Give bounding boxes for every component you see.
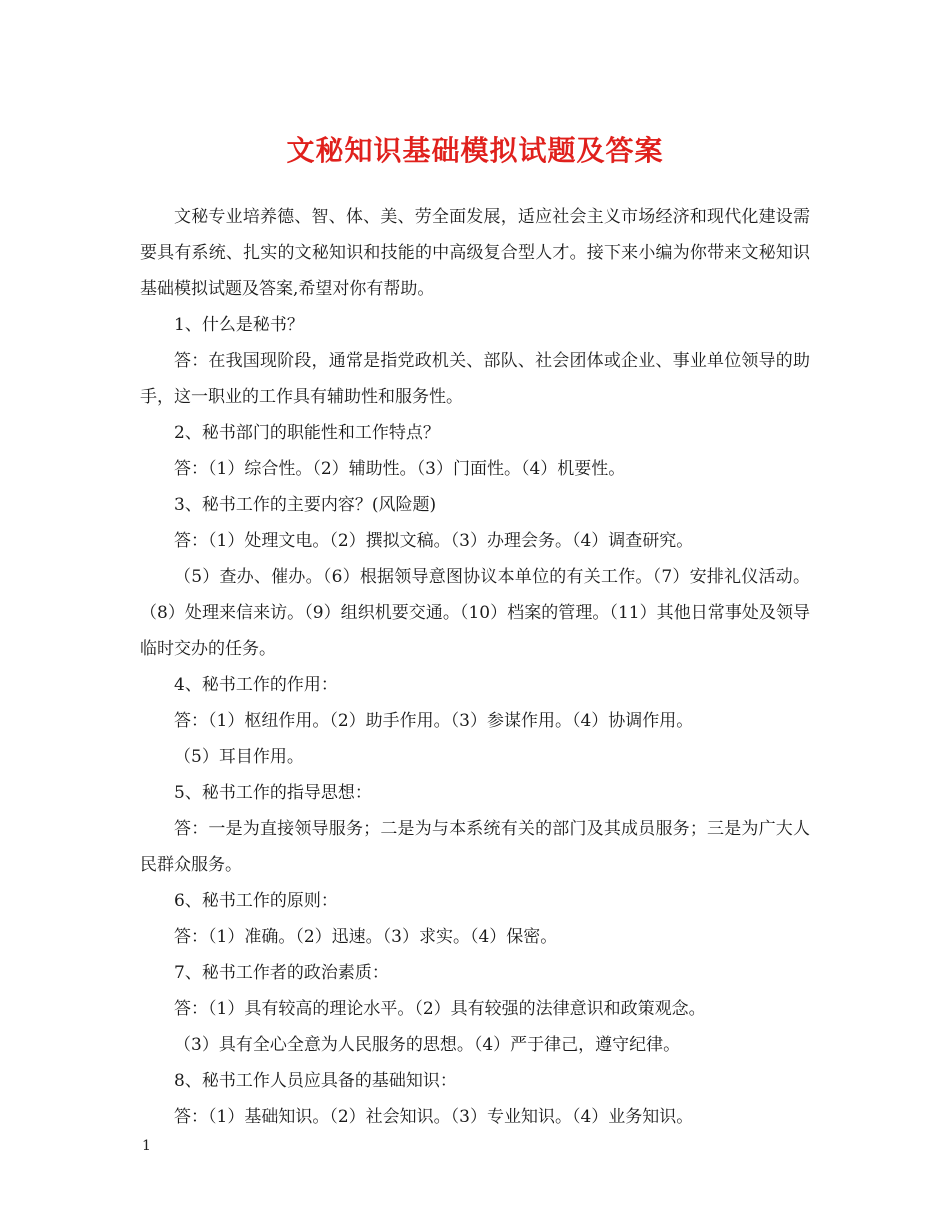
answer-4-continued: （5）耳目作用。 (174, 747, 304, 767)
document-body (140, 199, 810, 1135)
question-6: 6、秘书工作的原则： (174, 891, 338, 911)
intro-paragraph: 文秘专业培养德、智、体、美、劳全面发展，适应社会主义市场经济和现代化建设需要具有系统、扎实的文秘知识和技能的中高级复合型人才。接下来小编为你带来文秘知识基础模拟试题及答案,希望对你有帮助。 (140, 207, 810, 299)
answer-7-continued: （3）具有全心全意为人民服务的思想。（4）严于律己，遵守纪律。 (174, 1035, 681, 1055)
answer-6: 答：（1）准确。（2）迅速。（3）求实。（4）保密。 (174, 927, 558, 947)
answer-2: 答：（1）综合性。（2）辅助性。（3）门面性。（4）机要性。 (174, 459, 626, 479)
question-7: 7、秘书工作者的政治素质： (174, 963, 389, 983)
document-title: 文秘知识基础模拟试题及答案 (286, 134, 664, 167)
question-1: 1、什么是秘书？ (174, 315, 304, 335)
question-3: 3、秘书工作的主要内容？(风险题) (174, 495, 437, 515)
question-8: 8、秘书工作人员应具备的基础知识： (174, 1071, 457, 1091)
answer-5: 答：一是为直接领导服务；二是为与本系统有关的部门及其成员服务；三是为广大人民群众服务。 (140, 819, 810, 875)
answer-7: 答：（1）具有较高的理论水平。（2）具有较强的法律意识和政策观念。 (174, 999, 706, 1019)
question-2: 2、秘书部门的职能性和工作特点？ (174, 423, 440, 443)
answer-8: 答：（1）基础知识。（2）社会知识。（3）专业知识。（4）业务知识。 (174, 1107, 694, 1127)
answer-3-continued: （5）查办、催办。（6）根据领导意图协议本单位的有关工作。（7）安排礼仪活动。（8）处理来信来访。（9）组织机要交通。（10）档案的管理。（11）其他日常事处及领导临时交办的任务。 (140, 567, 810, 659)
page-number: 1 (142, 1138, 151, 1154)
answer-1: 答：在我国现阶段，通常是指党政机关、部队、社会团体或企业、事业单位领导的助手，这一职业的工作具有辅助性和服务性。 (140, 351, 810, 407)
question-5: 5、秘书工作的指导思想： (174, 783, 372, 803)
answer-3: 答：（1）处理文电。（2）撰拟文稿。（3）办理会务。（4）调查研究。 (174, 531, 694, 551)
answer-4: 答：（1）枢纽作用。（2）助手作用。（3）参谋作用。（4）协调作用。 (174, 711, 694, 731)
question-4: 4、秘书工作的作用： (174, 675, 338, 695)
